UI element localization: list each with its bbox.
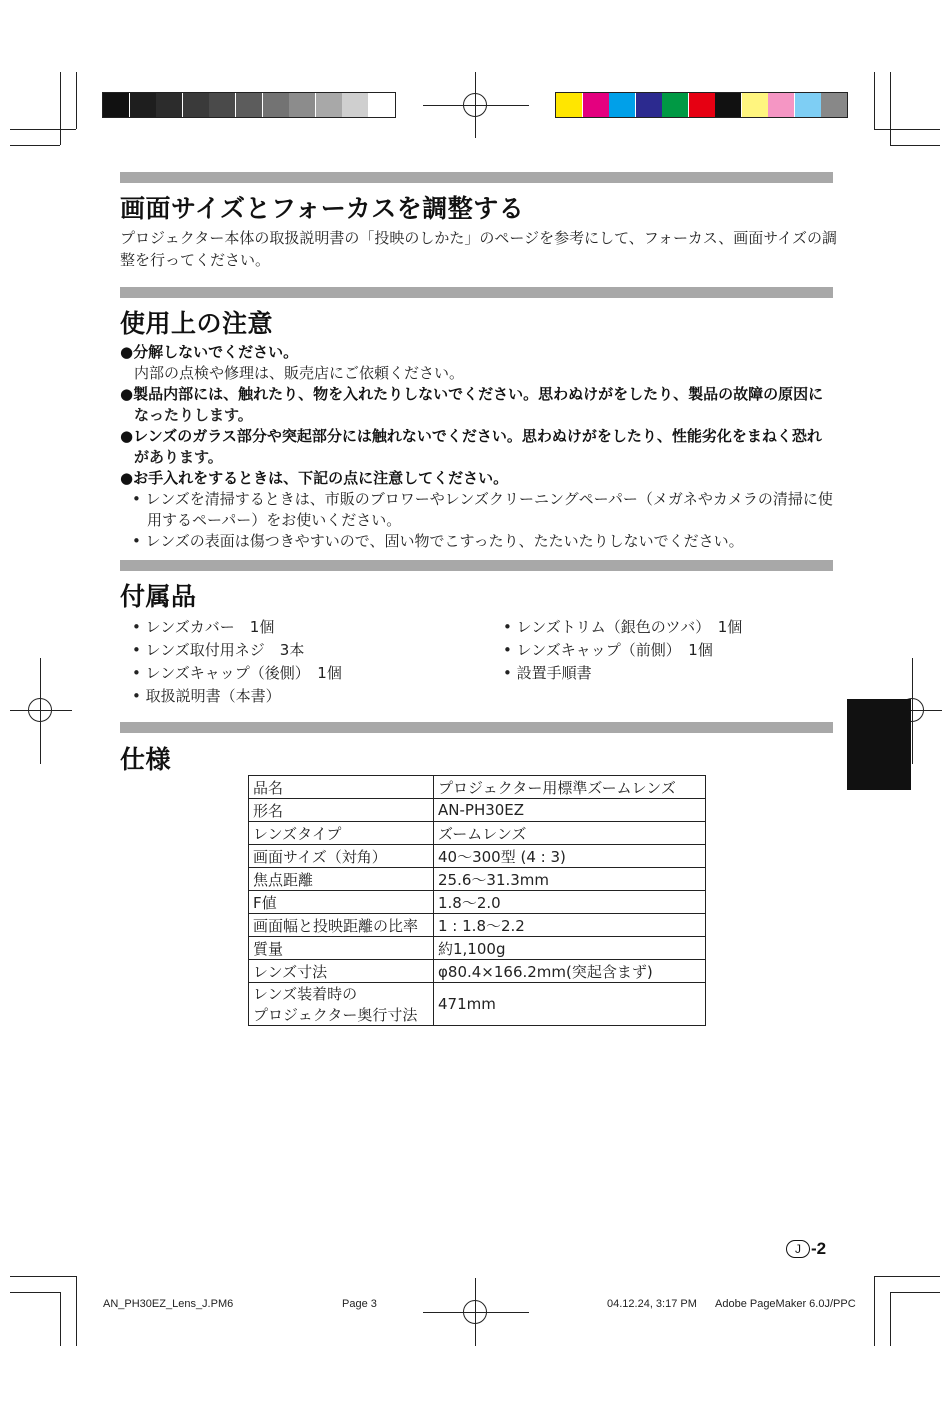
table-row <box>249 983 706 1026</box>
spec-key: レンズタイプ <box>249 822 434 845</box>
table-row <box>249 868 706 891</box>
color-swatch <box>583 93 609 117</box>
color-swatch <box>209 93 235 117</box>
color-swatch <box>662 93 688 117</box>
spec-table <box>248 775 706 1026</box>
caution-bullet-4: ●お手入れをするときは、下記の点に注意してください。 <box>120 469 509 487</box>
section-title-cautions: 使用上の注意 <box>120 309 274 338</box>
color-swatch <box>636 93 662 117</box>
footer-date: 04.12.24, 3:17 PM <box>607 1298 697 1310</box>
color-swatch <box>263 93 289 117</box>
spec-key-line1: レンズ装着時の <box>253 985 358 1003</box>
footer-filename: AN_PH30EZ_Lens_J.PM6 <box>103 1298 234 1310</box>
caution-bullet-3-line2: があります。 <box>134 448 223 466</box>
color-swatch <box>609 93 635 117</box>
color-swatch <box>289 93 315 117</box>
focus-text-line1: プロジェクター本体の取扱説明書の「投映のしかた」のページを参考にして、フォーカス、画面サイズの調 <box>120 229 838 247</box>
caution-bullet-2-line2: なったりします。 <box>134 406 253 424</box>
accessory-item: • レンズキャップ（前側） 1個 <box>503 641 713 659</box>
spec-value: AN-PH30EZ <box>434 799 706 822</box>
color-swatch <box>556 93 582 117</box>
color-swatch <box>795 93 821 117</box>
care-item-1-line1: • レンズを清掃するときは、市販のブロワーやレンズクリーニングペーパー（メガネやカメラの清掃に使 <box>132 490 833 508</box>
section-divider <box>120 560 833 571</box>
color-swatch <box>130 93 156 117</box>
spec-key: 画面サイズ（対角） <box>249 845 434 868</box>
table-row <box>249 776 706 799</box>
footer-page: Page 3 <box>342 1298 377 1310</box>
accessory-item: • 設置手順書 <box>503 664 592 682</box>
color-swatch <box>742 93 768 117</box>
spec-key: F値 <box>249 891 434 914</box>
table-row <box>249 845 706 868</box>
section-title-accessories: 付属品 <box>120 582 197 611</box>
accessory-item: • レンズカバー 1個 <box>132 618 275 636</box>
color-swatch <box>236 93 262 117</box>
color-swatch <box>183 93 209 117</box>
accessory-item: • レンズトリム（銀色のツバ） 1個 <box>503 618 743 636</box>
care-item-1-line2: 用するペーパー）をお使いください。 <box>147 511 402 529</box>
table-row <box>249 891 706 914</box>
caution-bullet-3-line1: ●レンズのガラス部分や突起部分には触れないでください。思わぬけがをしたり、性能劣化をまねく恐れ <box>120 427 822 445</box>
spec-value: 40〜300型 (4 : 3) <box>434 845 706 868</box>
footer-app: Adobe PageMaker 6.0J/PPC <box>715 1298 856 1310</box>
spec-value: 25.6〜31.3mm <box>434 868 706 891</box>
spec-key <box>249 983 434 1026</box>
spec-key: レンズ寸法 <box>249 960 434 983</box>
spec-value: 1 : 1.8〜2.2 <box>434 914 706 937</box>
color-swatch <box>103 93 129 117</box>
section-divider <box>120 172 833 183</box>
color-swatch <box>342 93 368 117</box>
spec-value: プロジェクター用標準ズームレンズ <box>434 776 706 799</box>
spec-value: 1.8〜2.0 <box>434 891 706 914</box>
color-swatch <box>715 93 741 117</box>
table-row <box>249 914 706 937</box>
table-row <box>249 799 706 822</box>
chapter-tab <box>847 699 911 790</box>
color-swatch <box>316 93 342 117</box>
color-swatch <box>768 93 794 117</box>
page-number-circle-label: J <box>786 1240 810 1258</box>
spec-value: ズームレンズ <box>434 822 706 845</box>
spec-value: 471mm <box>434 983 706 1026</box>
spec-key: 形名 <box>249 799 434 822</box>
spec-key: 画面幅と投映距離の比率 <box>249 914 434 937</box>
color-swatch <box>821 93 847 117</box>
page-number-value: -2 <box>811 1239 827 1258</box>
table-row <box>249 822 706 845</box>
spec-value: φ80.4×166.2mm(突起含まず) <box>434 960 706 983</box>
section-title-focus: 画面サイズとフォーカスを調整する <box>120 194 525 223</box>
accessory-item: • レンズ取付用ネジ 3本 <box>132 641 305 659</box>
section-divider <box>120 722 833 733</box>
spec-key-line2: プロジェクター奥行寸法 <box>253 1006 418 1024</box>
focus-text-line2: 整を行ってください。 <box>120 251 271 269</box>
section-title-specs: 仕様 <box>120 745 172 774</box>
color-swatch <box>156 93 182 117</box>
section-divider <box>120 287 833 298</box>
accessory-item: • レンズキャップ（後側） 1個 <box>132 664 342 682</box>
care-item-2: • レンズの表面は傷つきやすいので、固い物でこすったり、たたいたりしないでください。 <box>132 532 744 550</box>
spec-value: 約1,100g <box>434 937 706 960</box>
spec-key: 焦点距離 <box>249 868 434 891</box>
color-swatch <box>369 93 395 117</box>
color-swatch <box>689 93 715 117</box>
caution-bullet-1-detail: 内部の点検や修理は、販売店にご依頼ください。 <box>134 364 465 382</box>
table-row <box>249 937 706 960</box>
caution-bullet-2-line1: ●製品内部には、触れたり、物を入れたりしないでください。思わぬけがをしたり、製品の故障の原因に <box>120 385 824 403</box>
spec-key: 品名 <box>249 776 434 799</box>
accessory-item: • 取扱説明書（本書） <box>132 687 281 705</box>
page-number <box>786 1238 826 1260</box>
caution-bullet-1: ●分解しないでください。 <box>120 343 299 361</box>
spec-key: 質量 <box>249 937 434 960</box>
table-row <box>249 960 706 983</box>
